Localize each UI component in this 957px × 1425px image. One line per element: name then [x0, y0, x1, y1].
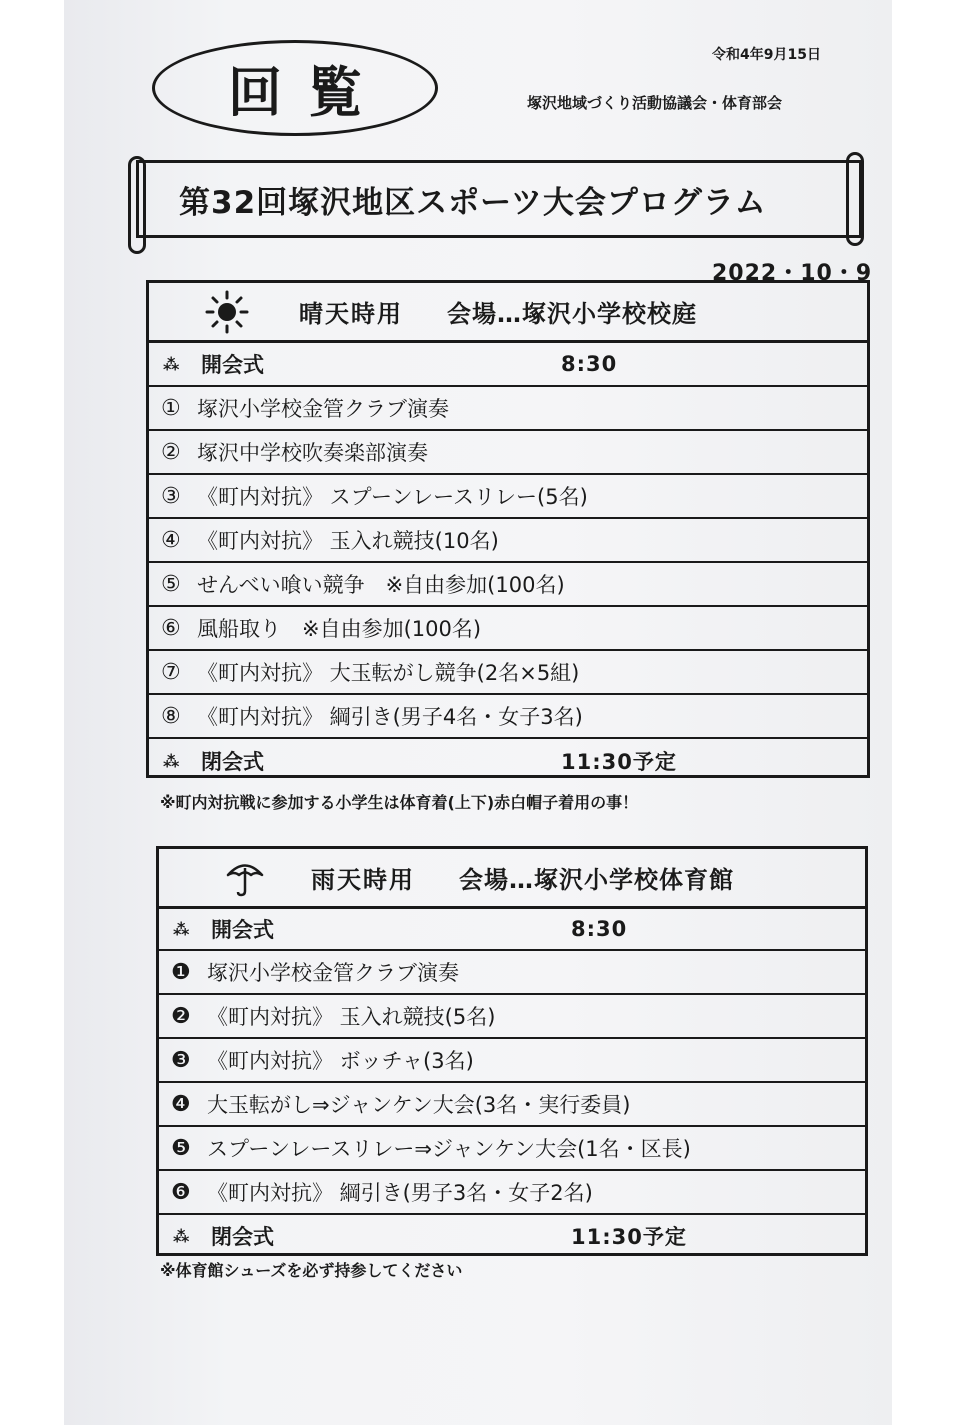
sunny-schedule — [146, 280, 870, 778]
item-number: ① — [161, 395, 181, 421]
item-number: ⑧ — [161, 703, 181, 729]
umbrella-icon — [225, 858, 265, 898]
item-number: ⑤ — [161, 571, 181, 597]
organization-name: 塚沢地域づくり活動協議会・体育部会 — [527, 94, 783, 112]
item-number: ❶ — [171, 959, 191, 985]
list-item — [159, 1083, 865, 1127]
item-number: ❷ — [171, 1003, 191, 1029]
list-item — [159, 995, 865, 1039]
trefoil-icon: ⁂ — [173, 1226, 190, 1246]
item-text: 《町内対抗》 ボッチャ(3名) — [207, 1049, 474, 1073]
trefoil-icon: ⁂ — [163, 751, 180, 771]
issue-date: 令和4年9月15日 — [712, 47, 821, 63]
item-text: スプーンレースリレー⇒ジャンケン大会(1名・区長) — [207, 1137, 691, 1161]
list-item — [159, 951, 865, 995]
closing-time: 11:30予定 — [571, 1225, 687, 1249]
item-text: 塚沢中学校吹奏楽部演奏 — [197, 441, 428, 465]
list-item — [149, 475, 867, 519]
opening-label: 開会式 — [201, 353, 264, 377]
sunny-note: ※町内対抗戦に参加する小学生は体育着(上下)赤白帽子着用の事！ — [160, 793, 639, 812]
sunny-venue: 会場…塚沢小学校校庭 — [447, 300, 697, 328]
item-text: 《町内対抗》 玉入れ競技(10名) — [197, 529, 499, 553]
closing-time: 11:30予定 — [561, 750, 677, 774]
list-item — [159, 1127, 865, 1171]
list-item — [149, 387, 867, 431]
sunny-opening-row — [149, 343, 867, 387]
rainy-title: 雨天時用 — [311, 866, 415, 894]
item-text: 塚沢小学校金管クラブ演奏 — [197, 397, 449, 421]
trefoil-icon: ⁂ — [173, 919, 190, 939]
closing-label: 閉会式 — [211, 1225, 274, 1249]
item-number: ④ — [161, 527, 181, 553]
list-item — [149, 651, 867, 695]
closing-label: 閉会式 — [201, 750, 264, 774]
rainy-header — [159, 849, 865, 909]
rainy-closing-row — [159, 1215, 865, 1257]
program-title: 第32回塚沢地区スポーツ大会プログラム — [136, 160, 862, 238]
event-date: 2022・10・9 — [712, 261, 873, 286]
item-number: ③ — [161, 483, 181, 509]
list-item — [149, 563, 867, 607]
item-number: ❸ — [171, 1047, 191, 1073]
list-item — [149, 695, 867, 739]
item-text: 《町内対抗》 綱引き(男子3名・女子2名) — [207, 1181, 593, 1205]
item-number: ② — [161, 439, 181, 465]
rainy-note: ※体育館シューズを必ず持参してください — [160, 1261, 463, 1280]
sun-icon — [205, 290, 249, 334]
item-text: 風船取り ※自由参加(100名) — [197, 617, 482, 641]
opening-time: 8:30 — [571, 917, 628, 941]
rainy-opening-row — [159, 909, 865, 951]
list-item — [159, 1171, 865, 1215]
rainy-schedule — [156, 846, 868, 1256]
item-number: ❻ — [171, 1179, 191, 1205]
item-text: 塚沢小学校金管クラブ演奏 — [207, 961, 459, 985]
item-text: 《町内対抗》 大玉転がし競争(2名×5組) — [197, 661, 580, 685]
opening-time: 8:30 — [561, 352, 618, 376]
item-text: 《町内対抗》 玉入れ競技(5名) — [207, 1005, 496, 1029]
item-text: 大玉転がし⇒ジャンケン大会(3名・実行委員) — [207, 1093, 631, 1117]
item-text: せんべい喰い競争 ※自由参加(100名) — [197, 573, 565, 597]
sunny-closing-row — [149, 739, 867, 783]
item-text: 《町内対抗》 スプーンレースリレー(5名) — [197, 485, 588, 509]
trefoil-icon: ⁂ — [163, 354, 180, 374]
circulation-badge: 回覧 — [152, 40, 438, 136]
list-item — [149, 431, 867, 475]
sunny-title: 晴天時用 — [299, 300, 403, 328]
item-number: ⑥ — [161, 615, 181, 641]
item-number: ❺ — [171, 1135, 191, 1161]
item-number: ❹ — [171, 1091, 191, 1117]
rainy-venue: 会場…塚沢小学校体育館 — [459, 866, 734, 894]
list-item — [149, 607, 867, 651]
item-text: 《町内対抗》 綱引き(男子4名・女子3名) — [197, 705, 583, 729]
item-number: ⑦ — [161, 659, 181, 685]
opening-label: 開会式 — [211, 918, 274, 942]
list-item — [149, 519, 867, 563]
list-item — [159, 1039, 865, 1083]
sunny-header — [149, 283, 867, 343]
